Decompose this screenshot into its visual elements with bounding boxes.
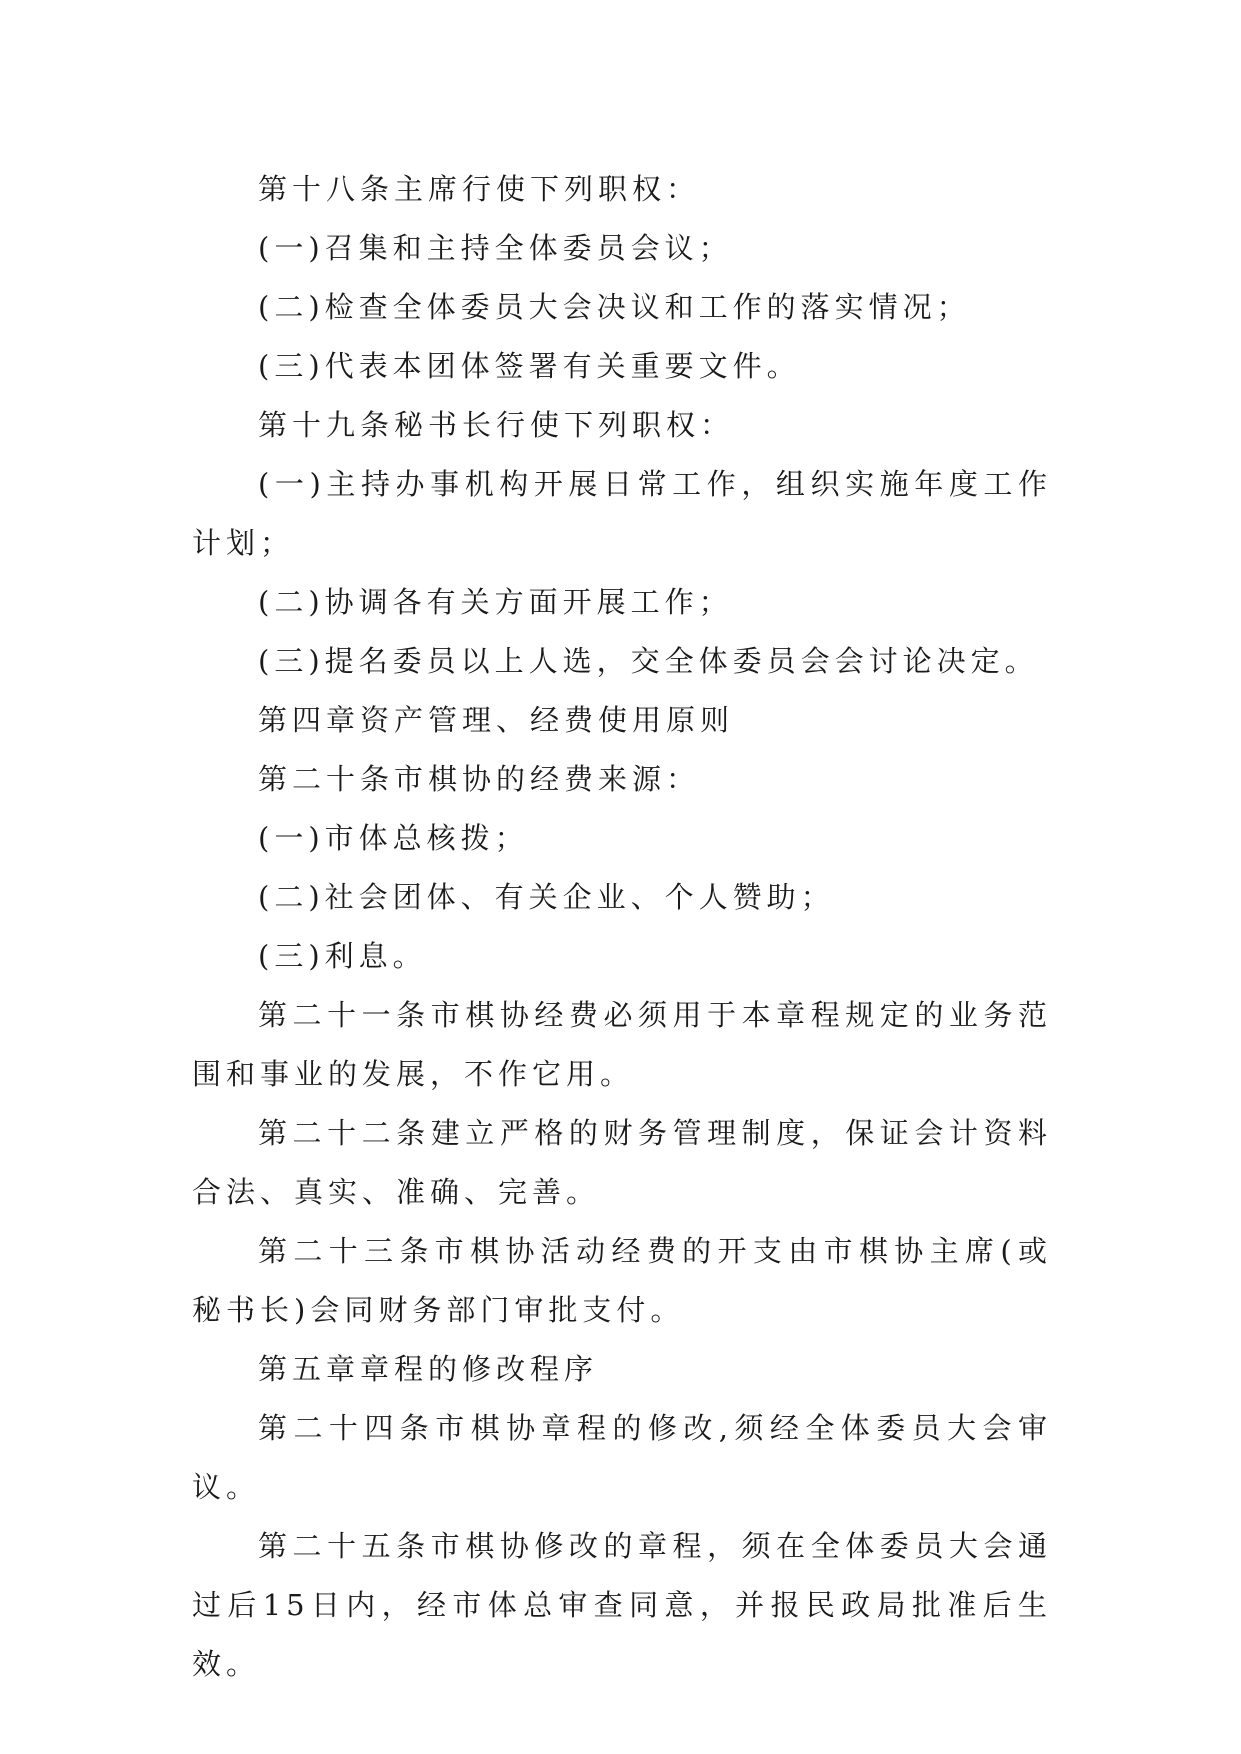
article-19-heading: 第十九条秘书长行使下列职权：	[258, 408, 735, 442]
chapter-5-title: 第五章章程的修改程序	[258, 1352, 599, 1386]
chapter-4-title: 第四章资产管理、经费使用原则	[258, 703, 735, 737]
article-25: 第二十五条市棋协修改的章程，须在全体委员大会通过后15日内，经市体总审查同意，并报民政局批准后生效。	[192, 1529, 1052, 1681]
article-23: 第二十三条市棋协活动经费的开支由市棋协主席(或秘书长)会同财务部门审批支付。	[192, 1234, 1052, 1327]
article-24: 第二十四条市棋协章程的修改,须经全体委员大会审议。	[192, 1411, 1052, 1504]
article-19-item-2: (二)协调各有关方面开展工作；	[258, 585, 733, 619]
article-18-item-1: (一)召集和主持全体委员会议；	[258, 231, 733, 265]
article-19-item-1: (一)主持办事机构开展日常工作，组织实施年度工作计划；	[192, 467, 1052, 560]
article-20-item-3: (三)利息。	[258, 939, 427, 973]
article-20-item-2: (二)社会团体、有关企业、个人赞助；	[258, 880, 835, 914]
article-20-item-1: (一)市体总核拨；	[258, 821, 529, 855]
article-20-heading: 第二十条市棋协的经费来源：	[258, 762, 701, 796]
document-body	[192, 160, 1052, 1694]
article-19-item-3: (三)提名委员以上人选，交全体委员会会讨论决定。	[258, 644, 1039, 678]
article-18-item-3: (三)代表本团体签署有关重要文件。	[258, 349, 801, 383]
article-21: 第二十一条市棋协经费必须用于本章程规定的业务范围和事业的发展，不作它用。	[192, 998, 1052, 1091]
article-18-heading: 第十八条主席行使下列职权：	[258, 172, 701, 206]
article-18-item-2: (二)检查全体委员大会决议和工作的落实情况；	[258, 290, 971, 324]
article-22: 第二十二条建立严格的财务管理制度，保证会计资料合法、真实、准确、完善。	[192, 1116, 1052, 1209]
